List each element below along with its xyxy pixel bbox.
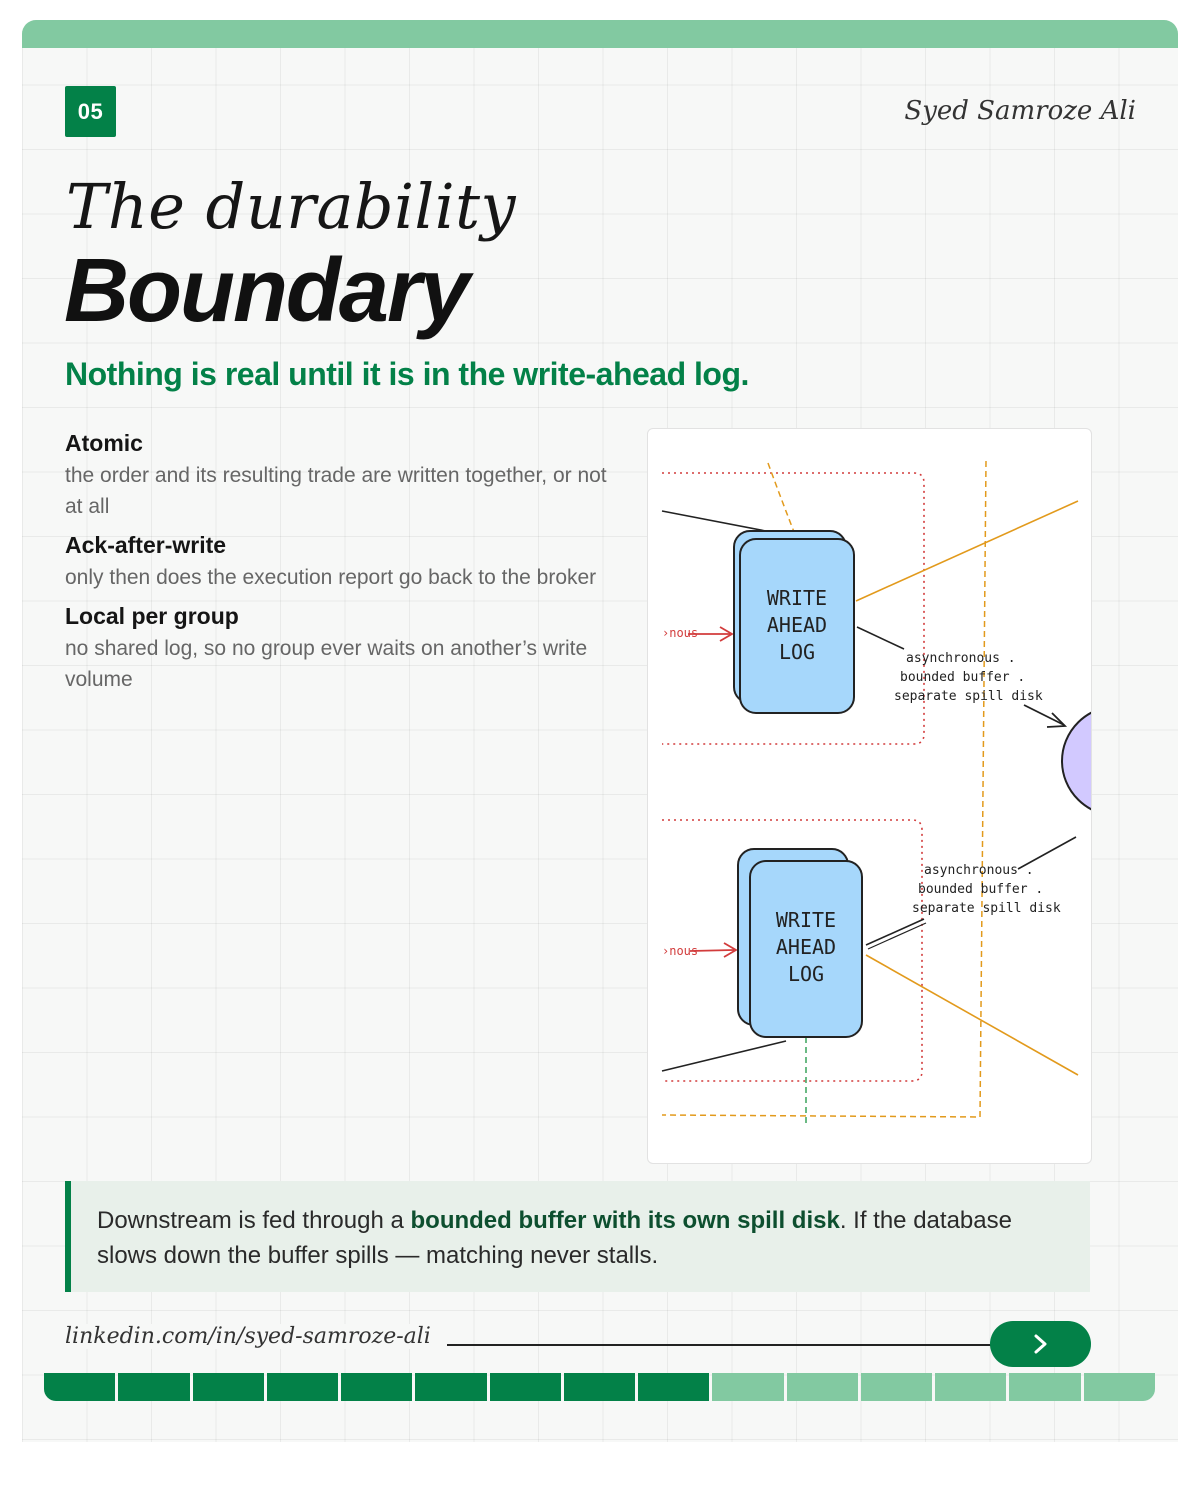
arrow-to-store [1024, 705, 1064, 725]
progress-segment [935, 1373, 1006, 1401]
key-points [65, 428, 625, 703]
wal-top-line-1: WRITE [766, 586, 828, 610]
callout-text-post: . If the database slows down the buffer spills — matching never stalls. [97, 1207, 1012, 1269]
connector-bottom [866, 919, 924, 945]
left-label-top: ›nous [662, 626, 699, 640]
point-desc: no shared log, so no group ever waits on another’s write volume [65, 637, 588, 691]
slide-progress [44, 1373, 1155, 1401]
next-slide-button[interactable] [990, 1321, 1091, 1367]
point-desc: only then does the execution report go back to the broker [65, 566, 597, 589]
progress-segment [861, 1373, 932, 1401]
input-line-bottom [662, 1041, 786, 1071]
progress-segment [193, 1373, 264, 1401]
callout-text-bold: bounded buffer with its own spill disk [410, 1207, 840, 1234]
point-desc: the order and its resulting trade are written together, or not at all [65, 464, 607, 518]
progress-segment [341, 1373, 412, 1401]
progress-segment [787, 1373, 858, 1401]
footer-divider [424, 1344, 1024, 1346]
progress-segment [564, 1373, 635, 1401]
progress-segment [1009, 1373, 1080, 1401]
progress-segment [415, 1373, 486, 1401]
progress-segment [267, 1373, 338, 1401]
progress-segment [1084, 1373, 1155, 1401]
wal-bottom-line-1: WRITE [775, 908, 837, 932]
chevron-right-icon [1032, 1333, 1050, 1355]
subtitle: Nothing is real until it is in the write-ahead log. [65, 356, 749, 392]
progress-segment [712, 1373, 783, 1401]
wal-bottom-line-3: LOG [787, 962, 825, 986]
top-note-line-3: separate spill disk [894, 689, 1043, 704]
bottom-note-line-3: separate spill disk [912, 901, 1061, 916]
wal-top-line-2: AHEAD [766, 613, 828, 637]
point-local-per-group [65, 601, 625, 695]
connector-top [857, 627, 904, 649]
author-name: Syed Samroze Ali [904, 96, 1136, 126]
point-title: Ack-after-write [65, 532, 227, 558]
wal-diagram [647, 428, 1092, 1164]
connector-bottom-2 [868, 923, 926, 949]
point-title: Local per group [65, 603, 239, 629]
input-line-top [662, 511, 776, 533]
callout-box [65, 1181, 1090, 1292]
top-note-line-1: asynchronous . [906, 651, 1016, 666]
callout-text-pre: Downstream is fed through a [97, 1207, 411, 1234]
point-ack-after-write [65, 530, 625, 593]
orange-line-bottom [866, 955, 1078, 1075]
orange-dashed-link [768, 463, 796, 537]
bottom-note-line-2: bounded buffer . [918, 882, 1044, 897]
slide-number-badge: 05 [65, 86, 116, 137]
wal-top-line-3: LOG [778, 640, 816, 664]
point-title: Atomic [65, 430, 143, 456]
profile-link[interactable]: linkedin.com/in/syed-samroze-ali [65, 1324, 447, 1349]
top-accent-bar [22, 20, 1178, 48]
progress-segment [118, 1373, 189, 1401]
progress-segment [44, 1373, 115, 1401]
wal-diagram-svg [648, 429, 1091, 1163]
wal-bottom-line-2: AHEAD [775, 935, 837, 959]
left-label-bottom: ›nous [662, 944, 699, 958]
orange-line-top [856, 501, 1078, 601]
progress-segment [490, 1373, 561, 1401]
bottom-note-line-1: asynchronous . [924, 863, 1034, 878]
title-bold: Boundary [64, 241, 469, 341]
title-script: The durability [66, 170, 517, 243]
progress-segment [638, 1373, 709, 1401]
point-atomic [65, 428, 625, 522]
store-node [1062, 706, 1091, 816]
top-note-line-2: bounded buffer . [900, 670, 1026, 685]
